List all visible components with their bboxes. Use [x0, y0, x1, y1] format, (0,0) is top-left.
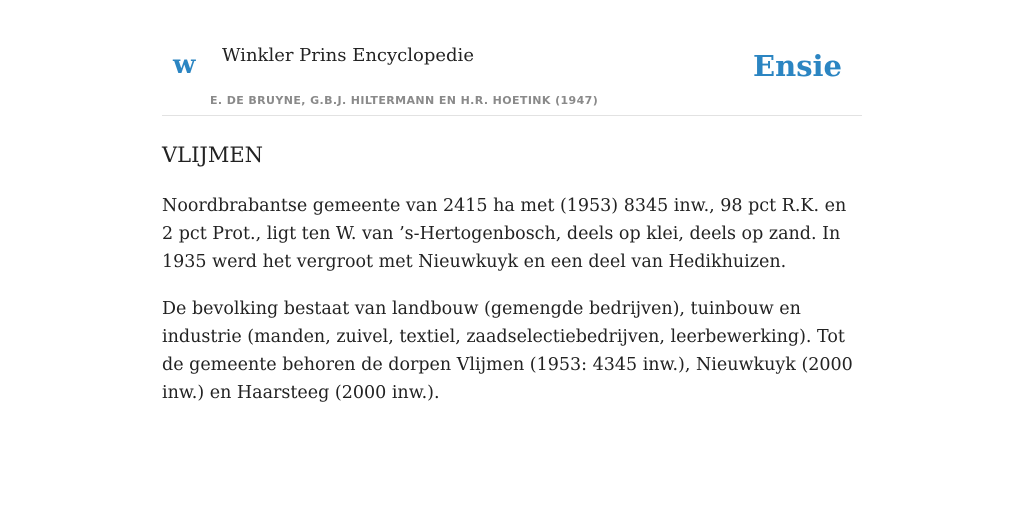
page [162, 0, 862, 407]
source-authors: E. DE BRUYNE, G.B.J. HILTERMANN EN H.R. HOETINK (1947) [210, 94, 599, 107]
entry-paragraph: Noordbrabantse gemeente van 2415 ha met (1953) 8345 inw., 98 pct R.K. en 2 pct Prot., ligt ten W. van ’s-Hertogenbosch, deels op klei, deels op zand. In 1935 werd het vergroot met Nieuwkuyk en een deel van Hedikhuizen. [162, 196, 847, 273]
source-header [162, 40, 862, 116]
ensie-logo-link[interactable]: Ensie [753, 49, 842, 83]
entry-title: VLIJMEN [162, 143, 264, 167]
source-title[interactable]: Winkler Prins Encyclopedie [222, 45, 474, 66]
winkler-prins-logo[interactable]: w [173, 50, 196, 80]
entry-paragraph: De bevolking bestaat van landbouw (gemengde bedrijven), tuinbouw en industrie (manden, zuivel, textiel, zaadselectiebedrijven, leerbewerking). Tot de gemeente behoren de dorpen Vlijmen (1953: 4345 inw.), Nieuwkuyk (2000 inw.) en Haarsteeg (2000 inw.). [162, 299, 853, 404]
